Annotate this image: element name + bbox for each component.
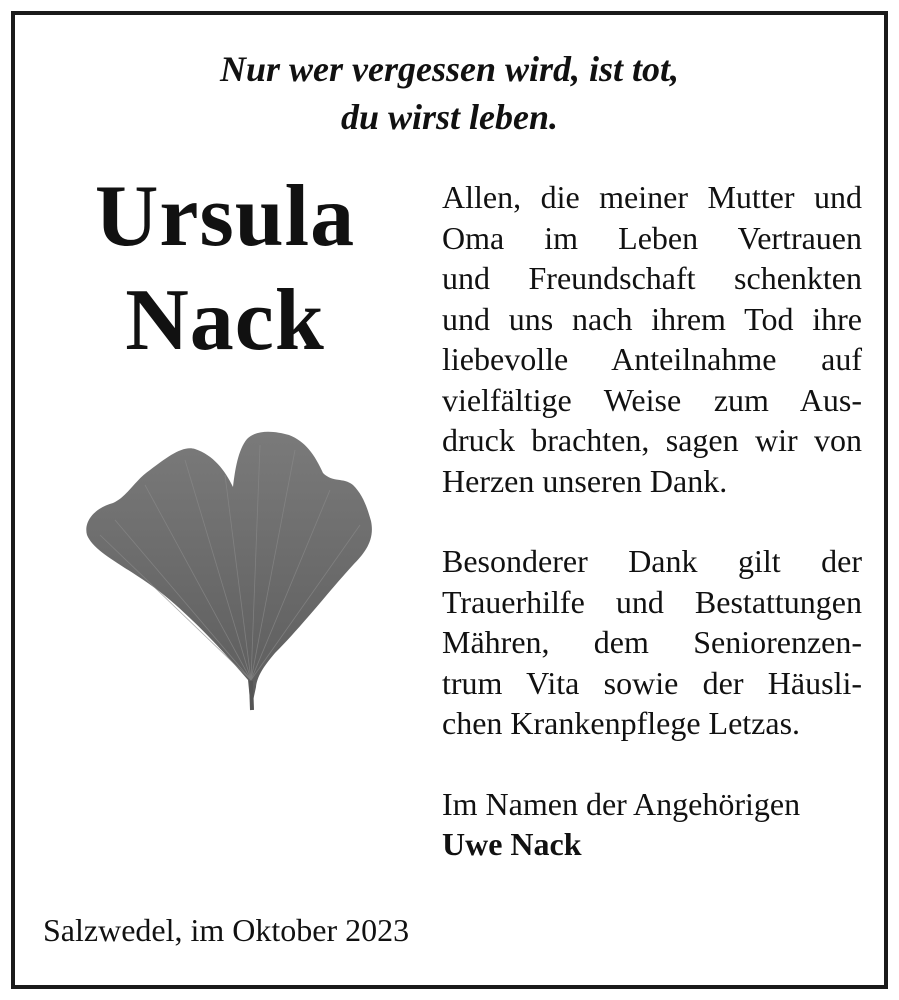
deceased-last-name: Nack [125, 272, 325, 369]
ginkgo-leaf-icon [75, 425, 375, 715]
thanks-paragraph [442, 177, 862, 501]
place-and-date: Salzwedel, im Oktober 2023 [43, 912, 410, 948]
thanks-line: Herzen unseren Dank. [442, 462, 728, 499]
thanks-line: liebevolle Anteilnahme auf [442, 341, 862, 377]
special-thanks-line: trum Vita sowie der Häusli- [442, 664, 862, 701]
motto [15, 45, 884, 141]
signature-name: Uwe Nack [442, 826, 582, 862]
motto-line-2: du wirst leben. [340, 97, 559, 137]
special-thanks-line: Mähren, dem Seniorenzen- [442, 624, 862, 660]
signature-intro: Im Namen der Angehörigen [442, 785, 801, 822]
special-thanks-line: chen Krankenpflege Letzas. [442, 705, 801, 741]
thanks-line: vielfältige Weise zum Aus- [442, 381, 862, 418]
special-thanks-paragraph [442, 541, 862, 744]
special-thanks-line: Besonderer Dank gilt der [442, 543, 862, 579]
deceased-name [55, 165, 395, 373]
thanks-line: druck brachten, sagen wir von [442, 422, 862, 458]
text-column [442, 177, 862, 865]
special-thanks-line: Trauerhilfe und Bestattungen [442, 583, 862, 620]
thanks-line: Allen, die meiner Mutter und [442, 179, 862, 215]
deceased-first-name: Ursula [94, 168, 356, 265]
thanks-line: und Freundschaft schenkten [442, 260, 862, 296]
leaf-blade [86, 432, 372, 710]
motto-line-1: Nur wer vergessen wird, ist tot, [219, 49, 680, 89]
obituary-frame [11, 11, 888, 989]
leaf-stem [251, 681, 252, 710]
thanks-line: Oma im Leben Vertrauen [442, 219, 862, 256]
thanks-line: und uns nach ihrem Tod ihre [442, 300, 862, 337]
